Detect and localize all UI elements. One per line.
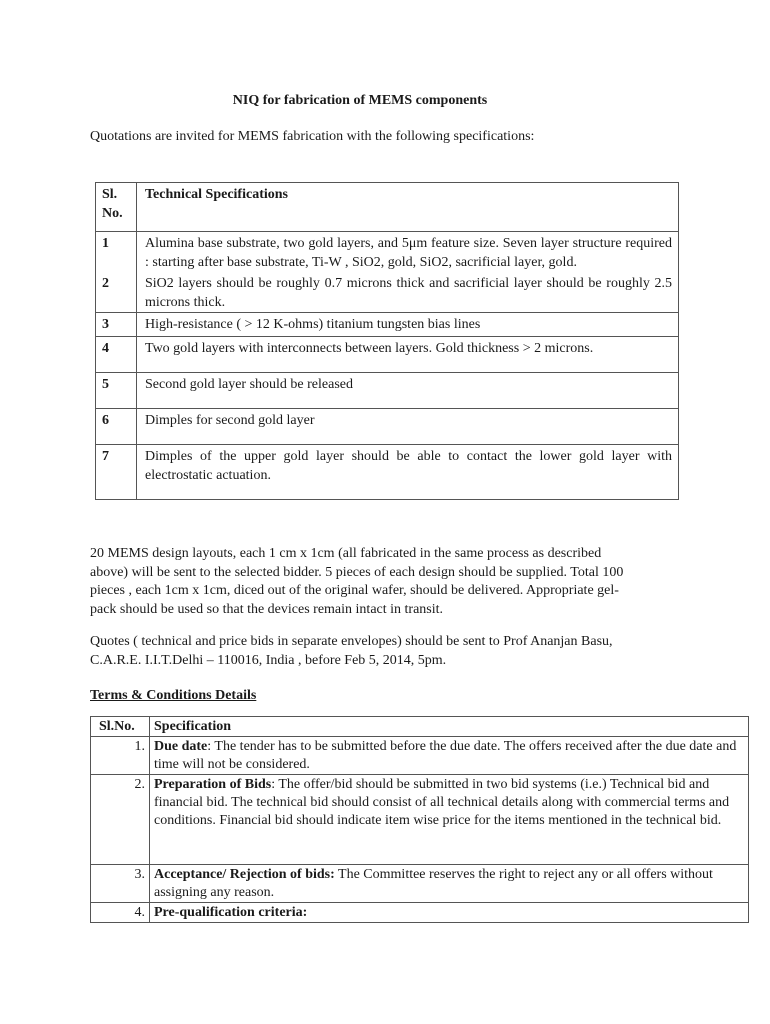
table-row: [91, 775, 749, 865]
header-specification: Specification: [150, 717, 749, 737]
row-number: 2: [96, 272, 137, 313]
row-label: Pre-qualification criteria:: [154, 905, 308, 920]
row-text: [150, 903, 749, 923]
technical-spec-table: [95, 182, 679, 500]
row-text: Due date: The tender has to be submitted before the due date. The offers received after the due date and time will not be considered.: [150, 737, 749, 775]
row-text: SiO2 layers should be roughly 0.7 microns thick and sacrificial layer should be roughly 2.5 microns thick.: [137, 272, 679, 313]
table-row: [96, 337, 679, 373]
row-number: 3.: [91, 865, 150, 903]
table-header-row: [91, 717, 749, 737]
row-number: 4: [96, 337, 137, 373]
row-number: 4.: [91, 903, 150, 923]
layouts-paragraph: 20 MEMS design layouts, each 1 cm x 1cm (all fabricated in the same process as described above) will be sent to the selected bidder. 5 pieces of each design should be supplied. Total 100 pieces , each 1cm x 1cm, diced out of the original wafer, should be delivered. Appropriate gel-pack should be used so that the devices remain intact in transit.: [90, 546, 624, 617]
row-text: Alumina base substrate, two gold layers, and 5μm feature size. Seven layer structure required : starting after base substrate, Ti-W , SiO2, gold, SiO2, sacrificial layer, gold.: [137, 232, 679, 273]
row-label: Acceptance/ Rejection of bids:: [154, 867, 335, 882]
row-number: 2.: [91, 775, 150, 865]
row-text: Acceptance/ Rejection of bids: The Committee reserves the right to reject any or all offers without assigning any reason.: [150, 865, 749, 903]
row-number: 1: [96, 232, 137, 273]
table-row: [96, 313, 679, 337]
row-number: 3: [96, 313, 137, 337]
row-text: Preparation of Bids: The offer/bid should be submitted in two bid systems (i.e.) Technical bid and financial bid. The technical bid should consist of all technical details along with commercial terms and conditions. Financial bid should indicate item wise price for the items mentioned in the technical bid.: [150, 775, 749, 865]
table-header-row: [96, 183, 679, 232]
header-technical-specs: Technical Specifications: [137, 183, 679, 232]
row-number: 7: [96, 445, 137, 500]
header-sl-no: Sl.No.: [91, 717, 150, 737]
row-number: 5: [96, 373, 137, 409]
table-row: [91, 903, 749, 923]
document-title: NIQ for fabrication of MEMS components: [232, 93, 488, 108]
row-number: 6: [96, 409, 137, 445]
table-row: [96, 445, 679, 500]
terms-conditions-table: [90, 716, 749, 923]
quotes-paragraph: Quotes ( technical and price bids in separate envelopes) should be sent to Prof Ananjan Basu, C.A.R.E. I.I.T.Delhi – 110016, India , before Feb 5, 2014, 5pm.: [90, 634, 613, 668]
table-row: [96, 373, 679, 409]
row-text: Dimples of the upper gold layer should be able to contact the lower gold layer with electrostatic actuation.: [137, 445, 679, 500]
table-row: [96, 409, 679, 445]
row-text: Dimples for second gold layer: [137, 409, 679, 445]
table-row: [96, 272, 679, 313]
terms-heading: Terms & Conditions Details: [90, 688, 257, 703]
header-sl-no: Sl. No.: [96, 183, 137, 232]
row-text: Two gold layers with interconnects between layers. Gold thickness > 2 microns.: [137, 337, 679, 373]
row-number: 1.: [91, 737, 150, 775]
row-label: Due date: [154, 739, 208, 754]
intro-text: Quotations are invited for MEMS fabrication with the following specifications:: [90, 129, 535, 144]
table-row: [91, 865, 749, 903]
table-row: [91, 737, 749, 775]
row-label: Preparation of Bids: [154, 777, 272, 792]
row-text: Second gold layer should be released: [137, 373, 679, 409]
row-text: High-resistance ( > 12 K-ohms) titanium tungsten bias lines: [137, 313, 679, 337]
table-row: [96, 232, 679, 273]
